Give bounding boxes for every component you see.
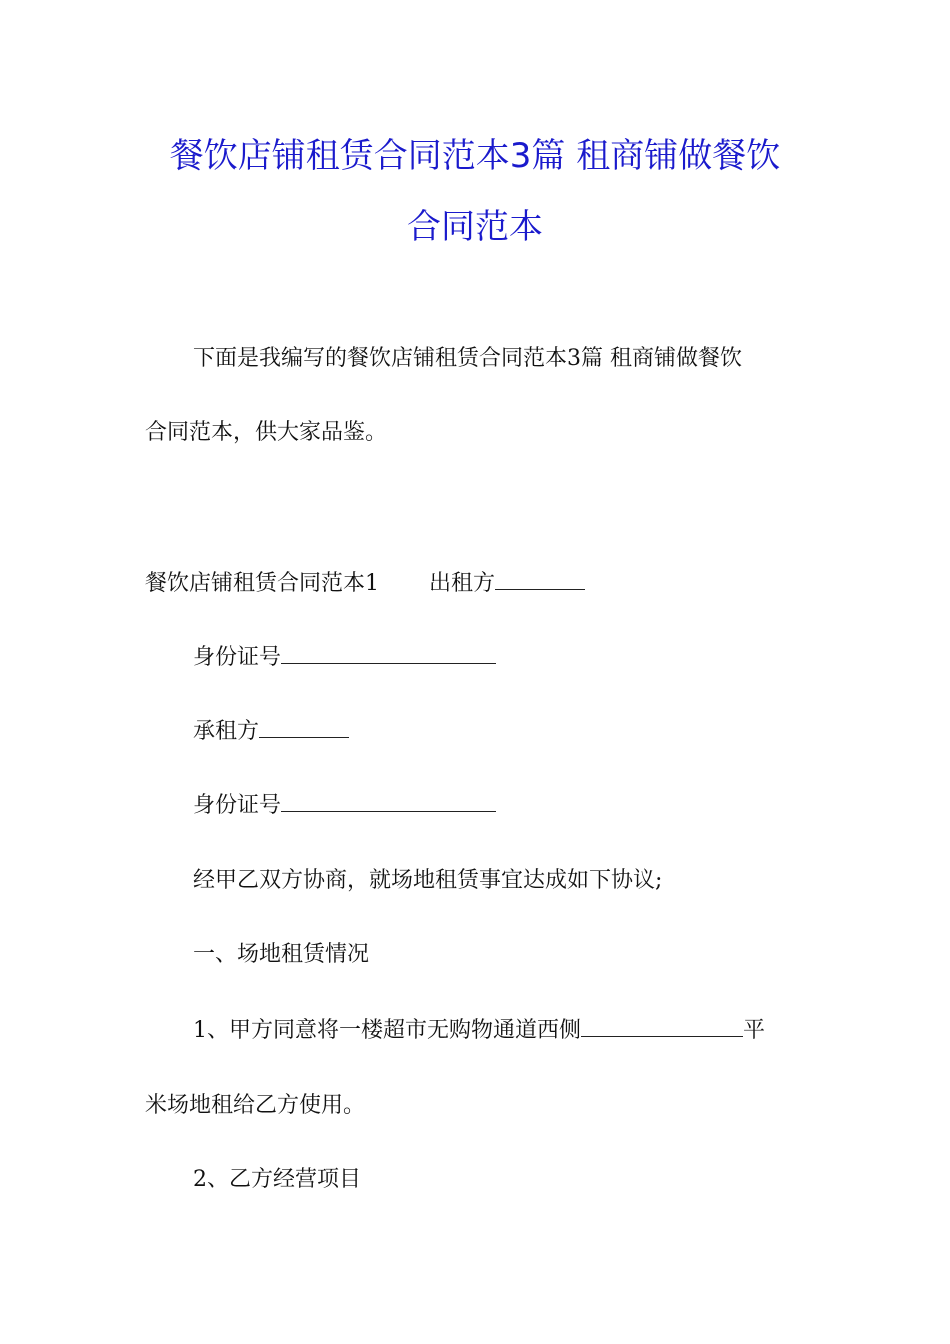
id-row-1 (193, 643, 496, 673)
lessee-row (193, 717, 349, 747)
lessee-blank (259, 717, 349, 738)
lessor-blank (495, 569, 585, 590)
clause-1-row (193, 1016, 765, 1046)
area-blank (581, 1016, 743, 1037)
section-heading: 餐饮店铺租赁合同范本1 (145, 571, 379, 596)
agreement-line: 经甲乙双方协商，就场地租赁事宜达成如下协议; (193, 868, 663, 893)
id-blank-1 (281, 643, 496, 664)
document-title-line1: 餐饮店铺租赁合同范本3篇 租商铺做餐饮 (169, 136, 781, 176)
clause-1-text: 1、甲方同意将一楼超市无购物通道西侧 (193, 1018, 581, 1043)
intro-line1: 下面是我编写的餐饮店铺租赁合同范本3篇 租商铺做餐饮 (193, 346, 742, 371)
clause-heading-1: 一、场地租赁情况 (193, 942, 370, 967)
contract-heading-row (145, 569, 585, 599)
clause-1-line2: 米场地租给乙方使用。 (145, 1093, 366, 1118)
id-row-2 (193, 791, 496, 821)
id-blank-2 (281, 791, 496, 812)
id-label-1: 身份证号 (193, 645, 282, 670)
document-title-line2: 合同范本 (407, 207, 543, 247)
lessor-label: 出租方 (429, 571, 496, 596)
lessee-label: 承租方 (193, 719, 260, 744)
id-label-2: 身份证号 (193, 793, 282, 818)
intro-line2: 合同范本，供大家品鉴。 (145, 420, 388, 445)
clause-2: 2、乙方经营项目 (193, 1167, 361, 1192)
clause-1-unit: 平 (743, 1018, 766, 1043)
